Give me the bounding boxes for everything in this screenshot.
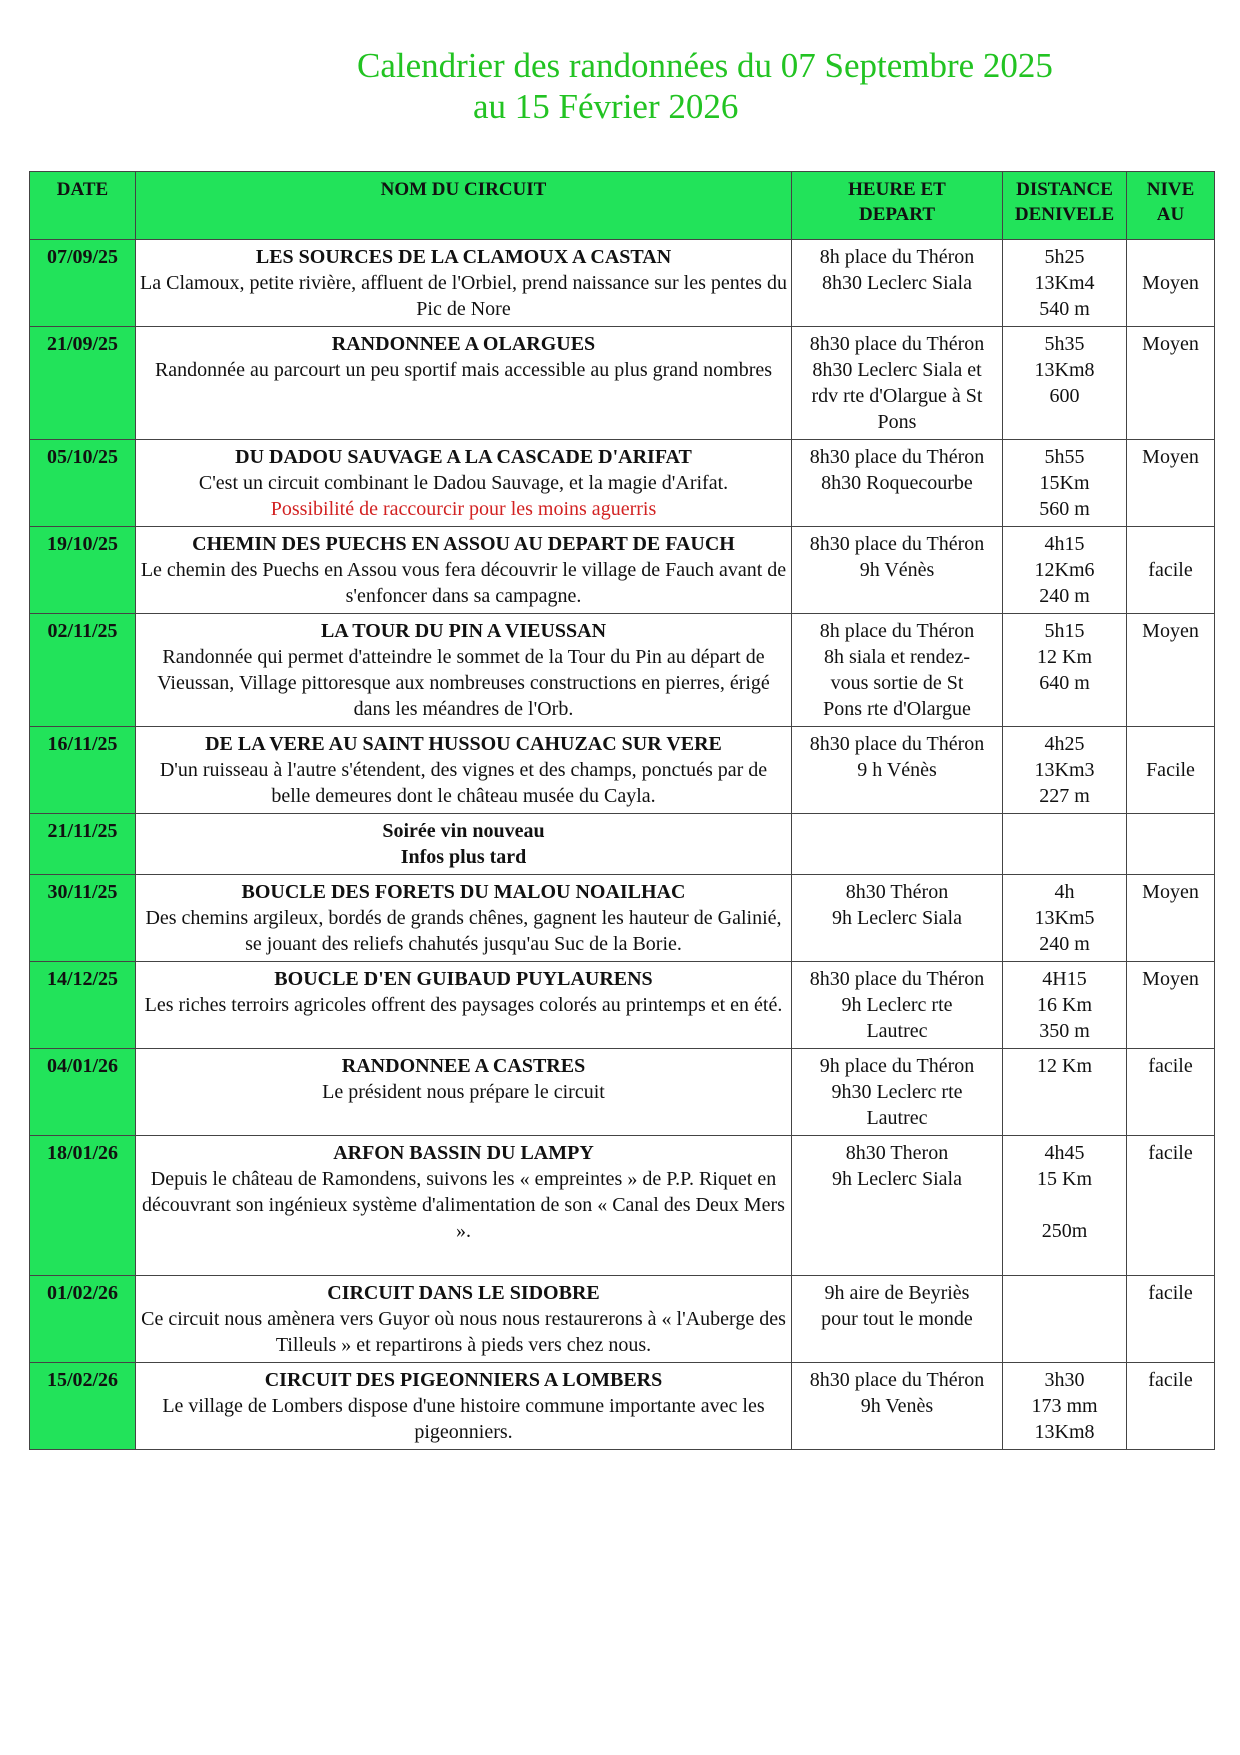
row-depart xyxy=(792,1363,1003,1450)
row-level: Moyen xyxy=(1127,614,1215,727)
row-depart xyxy=(792,1276,1003,1363)
row-date: 01/02/26 xyxy=(30,1276,136,1363)
row-distance xyxy=(1003,614,1127,727)
depart-line: Lautrec xyxy=(866,1107,928,1129)
row-date: 21/11/25 xyxy=(30,814,136,875)
depart-line: 8h30 place du Théron xyxy=(809,333,985,355)
circuit-name-extra: Infos plus tard xyxy=(400,846,527,868)
distance-line: 13Km8 xyxy=(1034,359,1095,381)
hike-calendar-table xyxy=(29,171,1215,1450)
row-circuit xyxy=(136,527,792,614)
depart-line: Lautrec xyxy=(866,1020,928,1042)
depart-line: 9h Leclerc Siala xyxy=(832,907,962,929)
depart-line: Pons xyxy=(877,411,917,433)
distance-line: 4h45 xyxy=(1044,1142,1085,1164)
row-distance xyxy=(1003,814,1127,875)
row-depart xyxy=(792,727,1003,814)
table-row xyxy=(30,1136,1215,1276)
distance-line: 12 Km xyxy=(1037,646,1092,668)
row-level: Moyen xyxy=(1127,440,1215,527)
row-circuit xyxy=(136,1136,792,1276)
circuit-name: Soirée vin nouveau xyxy=(382,820,545,842)
distance-line: 240 m xyxy=(1039,933,1090,955)
row-distance xyxy=(1003,240,1127,327)
distance-line xyxy=(1007,1192,1122,1218)
depart-line: 8h30 place du Théron xyxy=(809,1369,985,1391)
depart-line: 8h30 place du Théron xyxy=(809,733,985,755)
depart-line: 8h30 place du Théron xyxy=(809,446,985,468)
depart-line: 9h Leclerc rte xyxy=(841,994,953,1016)
depart-line: 8h30 Theron xyxy=(845,1142,949,1164)
circuit-name: CHEMIN DES PUECHS EN ASSOU AU DEPART DE FAUCH xyxy=(192,533,735,555)
row-date: 18/01/26 xyxy=(30,1136,136,1276)
distance-line: 227 m xyxy=(1039,785,1090,807)
row-distance xyxy=(1003,527,1127,614)
distance-line: 173 mm xyxy=(1031,1395,1098,1417)
row-circuit xyxy=(136,727,792,814)
distance-line: 15Km xyxy=(1039,472,1090,494)
depart-line: 9h Vénès xyxy=(859,559,935,581)
depart-line: 9h place du Théron xyxy=(819,1055,975,1077)
circuit-description: Ce circuit nous amènera vers Guyor où nous nous restaurerons à « l'Auberge des Tilleuls » et repartirons à pieds vers chez nous. xyxy=(141,1308,786,1356)
row-date: 15/02/26 xyxy=(30,1363,136,1450)
circuit-note: Possibilité de raccourcir pour les moins aguerris xyxy=(270,498,657,520)
row-depart xyxy=(792,1049,1003,1136)
circuit-description: La Clamoux, petite rivière, affluent de l'Orbiel, prend naissance sur les pentes du Pic de Nore xyxy=(140,272,787,320)
row-level: Facile xyxy=(1127,727,1215,814)
circuit-name: LA TOUR DU PIN A VIEUSSAN xyxy=(320,620,607,642)
circuit-name: DU DADOU SAUVAGE A LA CASCADE D'ARIFAT xyxy=(235,446,692,468)
depart-line: 8h30 place du Théron xyxy=(809,533,985,555)
row-distance xyxy=(1003,1363,1127,1450)
row-date: 19/10/25 xyxy=(30,527,136,614)
row-circuit xyxy=(136,875,792,962)
row-circuit xyxy=(136,440,792,527)
header-level-line2: AU xyxy=(1156,204,1185,225)
row-date: 21/09/25 xyxy=(30,327,136,440)
distance-line: 350 m xyxy=(1039,1020,1090,1042)
depart-line: 8h siala et rendez- xyxy=(823,646,971,668)
depart-line: 9h aire de Beyriès xyxy=(824,1282,970,1304)
distance-line: 3h30 xyxy=(1044,1369,1085,1391)
row-distance xyxy=(1003,727,1127,814)
table-row xyxy=(30,527,1215,614)
row-date: 05/10/25 xyxy=(30,440,136,527)
row-circuit xyxy=(136,1276,792,1363)
header-depart-line2: DEPART xyxy=(858,204,936,225)
circuit-description: Le village de Lombers dispose d'une histoire commune importante avec les pigeonniers. xyxy=(162,1395,765,1443)
distance-line: 4h25 xyxy=(1044,733,1085,755)
distance-line: 4h xyxy=(1054,881,1075,903)
circuit-name: BOUCLE D'EN GUIBAUD PUYLAURENS xyxy=(274,968,653,990)
row-level: facile xyxy=(1127,1276,1215,1363)
row-date: 30/11/25 xyxy=(30,875,136,962)
row-depart xyxy=(792,240,1003,327)
row-distance xyxy=(1003,962,1127,1049)
depart-line: 8h place du Théron xyxy=(819,246,975,268)
distance-line: 5h15 xyxy=(1044,620,1085,642)
depart-line: 8h30 Roquecourbe xyxy=(821,472,973,494)
row-level: facile xyxy=(1127,1049,1215,1136)
depart-line: 9h Leclerc Siala xyxy=(832,1168,962,1190)
circuit-description: D'un ruisseau à l'autre s'étendent, des vignes et des champs, ponctués par de belle demeures dont le château musée du Cayla. xyxy=(159,759,768,807)
row-level: facile xyxy=(1127,1363,1215,1450)
circuit-name: LES SOURCES DE LA CLAMOUX A CASTAN xyxy=(255,246,672,268)
distance-line: 13Km4 xyxy=(1034,272,1095,294)
row-depart xyxy=(792,962,1003,1049)
row-distance xyxy=(1003,1276,1127,1363)
circuit-name: RANDONNEE A CASTRES xyxy=(341,1055,586,1077)
circuit-name: CIRCUIT DES PIGEONNIERS A LOMBERS xyxy=(264,1369,663,1391)
depart-line: 8h30 Théron xyxy=(845,881,949,903)
row-circuit xyxy=(136,327,792,440)
row-date: 14/12/25 xyxy=(30,962,136,1049)
circuit-description: Les riches terroirs agricoles offrent des paysages colorés au printemps et en été. xyxy=(144,994,783,1016)
circuit-name: DE LA VERE AU SAINT HUSSOU CAHUZAC SUR VERE xyxy=(205,733,722,755)
depart-line: Pons rte d'Olargue xyxy=(823,698,971,720)
row-depart xyxy=(792,875,1003,962)
row-depart xyxy=(792,1136,1003,1276)
circuit-description: Des chemins argileux, bordés de grands chênes, gagnent les hauteur de Galinié, se jouant des reliefs chahutés jusqu'au Suc de la Borie. xyxy=(145,907,782,955)
row-circuit xyxy=(136,814,792,875)
depart-line: 9h Venès xyxy=(860,1395,934,1417)
row-level: Moyen xyxy=(1127,240,1215,327)
header-distance-line1: DISTANCE xyxy=(1016,179,1113,200)
header-distance-line2: DENIVELE xyxy=(1014,204,1115,225)
table-row xyxy=(30,440,1215,527)
table-row xyxy=(30,240,1215,327)
row-level: facile xyxy=(1127,527,1215,614)
circuit-description: Depuis le château de Ramondens, suivons les « empreintes » de P.P. Riquet en découvrant son ingénieux système d'alimentation de son « Canal des Deux Mers ». xyxy=(142,1168,785,1242)
distance-line: 5h25 xyxy=(1044,246,1085,268)
depart-line: 8h place du Théron xyxy=(819,620,975,642)
row-distance xyxy=(1003,440,1127,527)
distance-line: 560 m xyxy=(1039,498,1090,520)
header-name: NOM DU CIRCUIT xyxy=(136,172,792,240)
distance-line: 13Km5 xyxy=(1034,907,1095,929)
distance-line: 12 Km xyxy=(1037,1055,1092,1077)
distance-line: 540 m xyxy=(1039,298,1090,320)
header-depart xyxy=(792,172,1003,240)
circuit-description: C'est un circuit combinant le Dadou Sauvage, et la magie d'Arifat. xyxy=(198,472,729,494)
distance-line: 5h35 xyxy=(1044,333,1085,355)
depart-line: 8h30 Leclerc Siala xyxy=(822,272,972,294)
row-date: 16/11/25 xyxy=(30,727,136,814)
row-depart xyxy=(792,327,1003,440)
table-row xyxy=(30,1049,1215,1136)
row-depart xyxy=(792,440,1003,527)
circuit-description: Randonnée qui permet d'atteindre le sommet de la Tour du Pin au départ de Vieussan, Village pittoresque aux nombreuses constructions en pierres, érigé dans les méandres de l'Orb. xyxy=(157,646,770,720)
circuit-name: BOUCLE DES FORETS DU MALOU NOAILHAC xyxy=(241,881,686,903)
row-circuit xyxy=(136,614,792,727)
distance-line: 4h15 xyxy=(1044,533,1085,555)
distance-line: 5h55 xyxy=(1044,446,1085,468)
header-distance xyxy=(1003,172,1127,240)
distance-line: 240 m xyxy=(1039,585,1090,607)
header-date: DATE xyxy=(30,172,136,240)
table-row xyxy=(30,327,1215,440)
page-title: Calendrier des randonnées du 07 Septembre 2025 xyxy=(357,46,1053,85)
distance-line: 250m xyxy=(1041,1220,1088,1242)
row-depart xyxy=(792,527,1003,614)
row-date: 02/11/25 xyxy=(30,614,136,727)
table-row xyxy=(30,875,1215,962)
distance-line: 12Km6 xyxy=(1034,559,1095,581)
depart-line: 8h30 Leclerc Siala et xyxy=(812,359,982,381)
row-distance xyxy=(1003,875,1127,962)
row-circuit xyxy=(136,962,792,1049)
row-circuit xyxy=(136,1363,792,1450)
row-level: Moyen xyxy=(1127,327,1215,440)
table-row xyxy=(30,727,1215,814)
header-row xyxy=(30,172,1215,240)
header-level-line1: NIVE xyxy=(1146,179,1195,200)
circuit-description: Le président nous prépare le circuit xyxy=(322,1081,605,1103)
distance-line: 4H15 xyxy=(1042,968,1087,990)
distance-line: 15 Km xyxy=(1037,1168,1092,1190)
depart-line: 9 h Vénès xyxy=(857,759,937,781)
row-date: 04/01/26 xyxy=(30,1049,136,1136)
row-level: facile xyxy=(1127,1136,1215,1276)
header-level xyxy=(1127,172,1215,240)
circuit-description: Randonnée au parcourt un peu sportif mais accessible au plus grand nombres xyxy=(154,359,773,381)
distance-line: 16 Km xyxy=(1037,994,1092,1016)
depart-line: rdv rte d'Olargue à St xyxy=(811,385,983,407)
depart-line: vous sortie de St xyxy=(830,672,964,694)
distance-line: 600 xyxy=(1049,385,1080,407)
row-circuit xyxy=(136,1049,792,1136)
header-depart-line1: HEURE ET xyxy=(848,179,946,200)
page-subtitle: au 15 Février 2026 xyxy=(473,87,739,126)
depart-line: pour tout le monde xyxy=(821,1308,973,1330)
distance-line: 13Km8 xyxy=(1034,1421,1095,1443)
row-distance xyxy=(1003,1049,1127,1136)
row-distance xyxy=(1003,327,1127,440)
row-date: 07/09/25 xyxy=(30,240,136,327)
circuit-name: CIRCUIT DANS LE SIDOBRE xyxy=(327,1282,600,1304)
circuit-name: ARFON BASSIN DU LAMPY xyxy=(333,1142,594,1164)
circuit-description: Le chemin des Puechs en Assou vous fera découvrir le village de Fauch avant de s'enfoncer dans sa campagne. xyxy=(140,559,787,607)
row-level xyxy=(1127,814,1215,875)
circuit-name: RANDONNEE A OLARGUES xyxy=(331,333,596,355)
table-row xyxy=(30,814,1215,875)
row-distance xyxy=(1003,1136,1127,1276)
depart-line: 8h30 place du Théron xyxy=(809,968,985,990)
row-depart xyxy=(792,614,1003,727)
table-row xyxy=(30,962,1215,1049)
table-row xyxy=(30,1363,1215,1450)
row-depart xyxy=(792,814,1003,875)
table-row xyxy=(30,614,1215,727)
table-row xyxy=(30,1276,1215,1363)
distance-line: 13Km3 xyxy=(1034,759,1095,781)
row-level: Moyen xyxy=(1127,875,1215,962)
distance-line: 640 m xyxy=(1039,672,1090,694)
depart-line: 9h30 Leclerc rte xyxy=(831,1081,963,1103)
row-circuit xyxy=(136,240,792,327)
row-level: Moyen xyxy=(1127,962,1215,1049)
